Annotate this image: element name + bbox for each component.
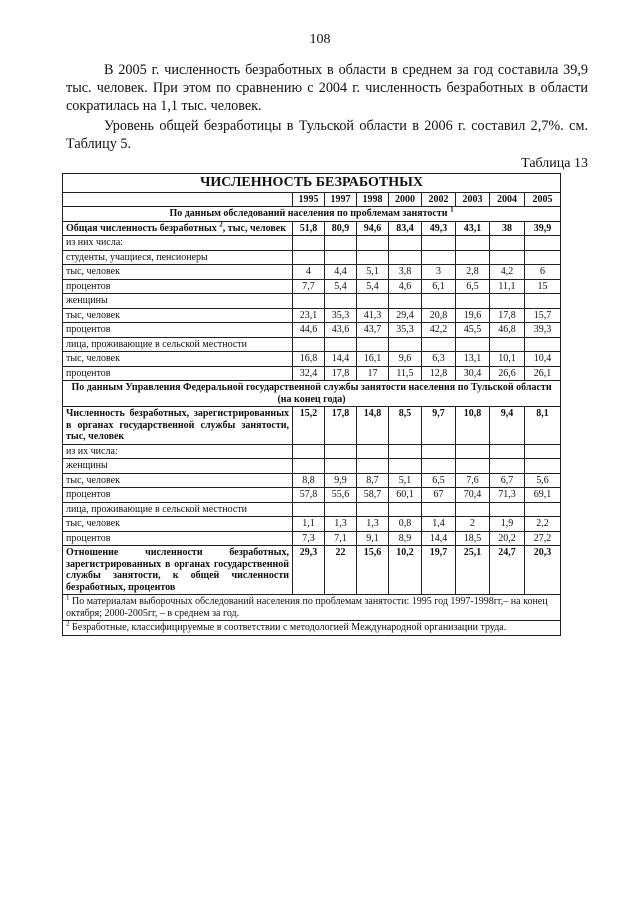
value-cell <box>422 250 456 265</box>
value-cell: 57,8 <box>293 488 325 503</box>
value-cell: 7,3 <box>293 531 325 546</box>
value-cell <box>325 337 357 352</box>
value-cell: 15,7 <box>525 308 561 323</box>
value-cell: 26,1 <box>525 366 561 381</box>
value-cell: 1,1 <box>293 517 325 532</box>
table-row <box>63 531 561 546</box>
value-cell: 6,7 <box>490 473 525 488</box>
table-row <box>63 502 561 517</box>
value-cell: 6,1 <box>422 279 456 294</box>
value-cell <box>525 250 561 265</box>
year-header-1997: 1997 <box>325 192 357 207</box>
value-cell: 30,4 <box>456 366 490 381</box>
value-cell <box>389 459 422 474</box>
value-cell: 25,1 <box>456 546 490 595</box>
value-cell: 6,3 <box>422 352 456 367</box>
value-cell: 8,1 <box>525 407 561 445</box>
value-cell <box>357 250 389 265</box>
value-cell: 20,8 <box>422 308 456 323</box>
value-cell <box>293 459 325 474</box>
table-row <box>63 473 561 488</box>
value-cell: 5,1 <box>389 473 422 488</box>
table-row <box>63 221 561 236</box>
value-cell: 4,4 <box>325 265 357 280</box>
value-cell: 71,3 <box>490 488 525 503</box>
value-cell: 11,5 <box>389 366 422 381</box>
value-cell: 43,1 <box>456 221 490 236</box>
table-row <box>63 279 561 294</box>
value-cell: 9,7 <box>422 407 456 445</box>
value-cell: 6 <box>525 265 561 280</box>
value-cell: 9,1 <box>357 531 389 546</box>
value-cell: 6,5 <box>456 279 490 294</box>
table-row <box>63 352 561 367</box>
row-label: процентов <box>63 488 293 503</box>
year-header-1998: 1998 <box>357 192 389 207</box>
table-row <box>63 407 561 445</box>
value-cell: 8,7 <box>357 473 389 488</box>
year-header-2000: 2000 <box>389 192 422 207</box>
value-cell: 41,3 <box>357 308 389 323</box>
value-cell: 2,8 <box>456 265 490 280</box>
value-cell <box>422 502 456 517</box>
value-cell <box>389 250 422 265</box>
value-cell: 43,7 <box>357 323 389 338</box>
value-cell: 6,5 <box>422 473 456 488</box>
value-cell: 22 <box>325 546 357 595</box>
row-label: женщины <box>63 294 293 309</box>
value-cell <box>456 459 490 474</box>
value-cell: 16,1 <box>357 352 389 367</box>
value-cell: 15,2 <box>293 407 325 445</box>
table-row <box>63 517 561 532</box>
value-cell: 43,6 <box>325 323 357 338</box>
value-cell <box>325 236 357 251</box>
value-cell: 83,4 <box>389 221 422 236</box>
value-cell: 39,3 <box>525 323 561 338</box>
table-row <box>63 546 561 595</box>
section-employment-service-row <box>63 381 561 407</box>
value-cell: 27,2 <box>525 531 561 546</box>
row-label: из них числа: <box>63 236 293 251</box>
value-cell: 32,4 <box>293 366 325 381</box>
value-cell: 94,6 <box>357 221 389 236</box>
value-cell: 11,1 <box>490 279 525 294</box>
row-label: Общая численность безработных $^2$, тыс, человек <box>63 221 293 236</box>
value-cell: 2 <box>456 517 490 532</box>
value-cell: 24,7 <box>490 546 525 595</box>
value-cell <box>422 444 456 459</box>
value-cell <box>389 502 422 517</box>
value-cell: 7,6 <box>456 473 490 488</box>
value-cell: 4 <box>293 265 325 280</box>
row-label: тыс, человек <box>63 517 293 532</box>
value-cell: 60,1 <box>389 488 422 503</box>
value-cell: 8,5 <box>389 407 422 445</box>
value-cell: 29,4 <box>389 308 422 323</box>
value-cell: 1,3 <box>325 517 357 532</box>
row-label: Отношение численности безработных, зарегистрированных в органах государственной службы занятости, к общей численности безработных, процентов <box>63 546 293 595</box>
value-cell: 23,1 <box>293 308 325 323</box>
row-label: процентов <box>63 366 293 381</box>
value-cell: 7,7 <box>293 279 325 294</box>
value-cell: 14,8 <box>357 407 389 445</box>
value-cell: 12,8 <box>422 366 456 381</box>
table-row <box>63 236 561 251</box>
value-cell: 20,2 <box>490 531 525 546</box>
table-row <box>63 265 561 280</box>
value-cell: 9,4 <box>490 407 525 445</box>
value-cell <box>456 236 490 251</box>
value-cell <box>325 294 357 309</box>
value-cell: 2,2 <box>525 517 561 532</box>
footnote-1: $^1$ По материалам выборочных обследований населения по проблемам занятости: 1995 год 1997-1998гг,– на конец октября; 2000-2005гг, – в среднем за год. <box>63 595 561 621</box>
value-cell: 15 <box>525 279 561 294</box>
value-cell: 13,1 <box>456 352 490 367</box>
value-cell <box>490 502 525 517</box>
table-title-row <box>63 174 561 193</box>
value-cell: 15,6 <box>357 546 389 595</box>
value-cell <box>389 294 422 309</box>
year-header-2003: 2003 <box>456 192 490 207</box>
row-label: тыс, человек <box>63 352 293 367</box>
value-cell: 5,1 <box>357 265 389 280</box>
value-cell <box>293 337 325 352</box>
value-cell: 46,8 <box>490 323 525 338</box>
value-cell: 17 <box>357 366 389 381</box>
value-cell: 18,5 <box>456 531 490 546</box>
value-cell <box>389 444 422 459</box>
footnote-row-2 <box>63 621 561 636</box>
value-cell <box>490 459 525 474</box>
row-label: процентов <box>63 531 293 546</box>
table-row <box>63 337 561 352</box>
value-cell <box>456 444 490 459</box>
value-cell <box>422 236 456 251</box>
value-cell: 80,9 <box>325 221 357 236</box>
row-label: тыс, человек <box>63 265 293 280</box>
value-cell: 35,3 <box>325 308 357 323</box>
value-cell: 1,3 <box>357 517 389 532</box>
value-cell <box>389 236 422 251</box>
table-row <box>63 294 561 309</box>
value-cell <box>525 502 561 517</box>
value-cell: 9,9 <box>325 473 357 488</box>
value-cell <box>293 294 325 309</box>
value-cell <box>490 236 525 251</box>
value-cell <box>490 337 525 352</box>
value-cell <box>490 294 525 309</box>
row-label: лица, проживающие в сельской местности <box>63 337 293 352</box>
value-cell <box>525 337 561 352</box>
value-cell: 19,7 <box>422 546 456 595</box>
value-cell: 10,1 <box>490 352 525 367</box>
value-cell <box>422 294 456 309</box>
paragraph-unemployment-2005: В 2005 г. численность безработных в области в среднем за год составила 39,9 тыс. человек. При этом по сравнению с 2004 г. численность безработных в области сократилась на 1,1 тыс. человек. <box>66 62 588 114</box>
row-label: процентов <box>63 323 293 338</box>
row-label: студенты, учащиеся, пенсионеры <box>63 250 293 265</box>
value-cell <box>422 459 456 474</box>
row-label: Численность безработных, зарегистрированных в органах государственной службы занятости, тыс, человек <box>63 407 293 445</box>
value-cell <box>357 337 389 352</box>
value-cell: 45,5 <box>456 323 490 338</box>
value-cell: 3 <box>422 265 456 280</box>
value-cell <box>293 236 325 251</box>
year-header-2002: 2002 <box>422 192 456 207</box>
value-cell: 3,8 <box>389 265 422 280</box>
value-cell: 39,9 <box>525 221 561 236</box>
value-cell: 38 <box>490 221 525 236</box>
table-row <box>63 323 561 338</box>
table-row <box>63 444 561 459</box>
section-survey-title: По данным обследований населения по проблемам занятости $^1$ <box>63 207 561 222</box>
value-cell: 35,3 <box>389 323 422 338</box>
value-cell: 10,2 <box>389 546 422 595</box>
row-label: женщины <box>63 459 293 474</box>
table-title: ЧИСЛЕННОСТЬ БЕЗРАБОТНЫХ <box>63 174 561 193</box>
value-cell <box>293 250 325 265</box>
value-cell <box>490 250 525 265</box>
value-cell: 17,8 <box>490 308 525 323</box>
value-cell: 51,8 <box>293 221 325 236</box>
value-cell <box>490 444 525 459</box>
page-number: 108 <box>309 32 331 47</box>
value-cell <box>357 502 389 517</box>
value-cell: 1,9 <box>490 517 525 532</box>
value-cell: 5,4 <box>325 279 357 294</box>
value-cell <box>325 444 357 459</box>
value-cell <box>389 337 422 352</box>
unemployment-table <box>62 173 561 636</box>
row-label: тыс, человек <box>63 308 293 323</box>
value-cell <box>525 294 561 309</box>
table-row <box>63 459 561 474</box>
value-cell: 19,6 <box>456 308 490 323</box>
value-cell <box>456 337 490 352</box>
value-cell <box>325 250 357 265</box>
value-cell <box>293 444 325 459</box>
value-cell: 8,8 <box>293 473 325 488</box>
table-row <box>63 250 561 265</box>
value-cell <box>357 294 389 309</box>
value-cell: 10,8 <box>456 407 490 445</box>
value-cell: 20,3 <box>525 546 561 595</box>
value-cell <box>357 459 389 474</box>
value-cell <box>357 444 389 459</box>
value-cell <box>456 294 490 309</box>
value-cell: 67 <box>422 488 456 503</box>
row-label: из их числа: <box>63 444 293 459</box>
value-cell: 10,4 <box>525 352 561 367</box>
table-row <box>63 488 561 503</box>
value-cell: 14,4 <box>325 352 357 367</box>
table-caption: Таблица 13 <box>521 156 588 171</box>
row-label: тыс, человек <box>63 473 293 488</box>
value-cell <box>456 250 490 265</box>
year-header-2004: 2004 <box>490 192 525 207</box>
value-cell: 8,9 <box>389 531 422 546</box>
value-cell: 1,4 <box>422 517 456 532</box>
value-cell: 9,6 <box>389 352 422 367</box>
value-cell: 69,1 <box>525 488 561 503</box>
value-cell: 4,6 <box>389 279 422 294</box>
value-cell: 0,8 <box>389 517 422 532</box>
footnote-row-1 <box>63 595 561 621</box>
value-cell: 70,4 <box>456 488 490 503</box>
paragraph-unemployment-level-2006: Уровень общей безработицы в Тульской области в 2006 г. составил 2,7%. см. Таблицу 5. <box>66 118 588 152</box>
value-cell: 29,3 <box>293 546 325 595</box>
value-cell: 16,8 <box>293 352 325 367</box>
value-cell: 42,2 <box>422 323 456 338</box>
year-header-1995: 1995 <box>293 192 325 207</box>
value-cell: 58,7 <box>357 488 389 503</box>
value-cell <box>325 502 357 517</box>
year-header-2005: 2005 <box>525 192 561 207</box>
value-cell: 26,6 <box>490 366 525 381</box>
section-survey-row <box>63 207 561 222</box>
value-cell: 7,1 <box>325 531 357 546</box>
year-header-row <box>63 192 561 207</box>
value-cell <box>422 337 456 352</box>
value-cell: 17,8 <box>325 407 357 445</box>
value-cell <box>525 444 561 459</box>
value-cell <box>293 502 325 517</box>
value-cell <box>525 236 561 251</box>
table-row <box>63 366 561 381</box>
year-header-empty <box>63 192 293 207</box>
value-cell: 5,6 <box>525 473 561 488</box>
value-cell: 44,6 <box>293 323 325 338</box>
value-cell <box>525 459 561 474</box>
section-employment-service-title: По данным Управления Федеральной государственной службы занятости населения по Тульской области (на конец года) <box>63 381 561 407</box>
value-cell <box>325 459 357 474</box>
value-cell <box>357 236 389 251</box>
value-cell: 55,6 <box>325 488 357 503</box>
value-cell <box>456 502 490 517</box>
value-cell: 4,2 <box>490 265 525 280</box>
value-cell: 49,3 <box>422 221 456 236</box>
footnote-2: $^2$ Безработные, классифицируемые в соответствии с методологией Международной организации труда. <box>63 621 561 636</box>
value-cell: 17,8 <box>325 366 357 381</box>
row-label: лица, проживающие в сельской местности <box>63 502 293 517</box>
value-cell: 5,4 <box>357 279 389 294</box>
row-label: процентов <box>63 279 293 294</box>
table-row <box>63 308 561 323</box>
value-cell: 14,4 <box>422 531 456 546</box>
